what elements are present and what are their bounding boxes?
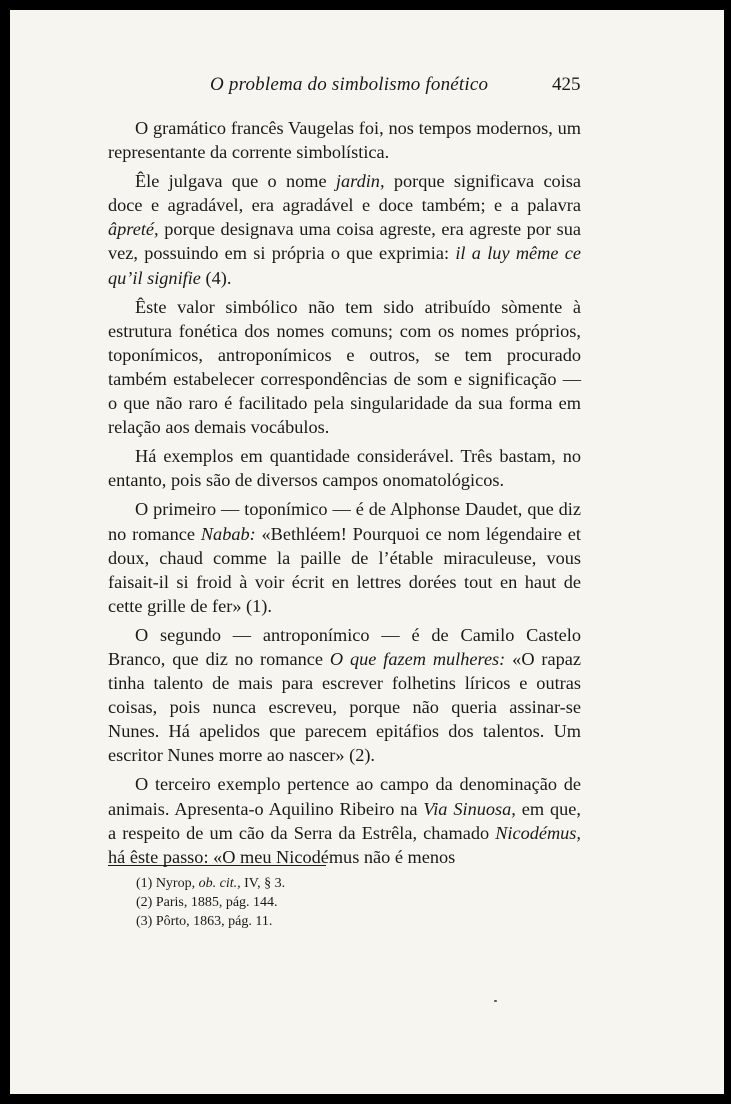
body-text xyxy=(108,116,581,869)
footnotes xyxy=(136,874,576,931)
text-run: O gramático francês Vaugelas foi, nos tempos modernos, um representante da corrente simbolística. xyxy=(108,118,581,163)
footnote xyxy=(136,874,576,893)
text-run: (1) Nyrop, xyxy=(136,876,199,891)
book-page xyxy=(10,10,724,1094)
text-run: há êste passo: «O meu Nicodémus não é menos xyxy=(108,846,456,867)
text-run: O primeiro — toponímico — é de Alphonse Daudet, que diz no romance xyxy=(108,499,581,544)
paragraph xyxy=(108,444,581,492)
text-run: IV, § 3. xyxy=(240,876,286,891)
italic-text: âpreté, xyxy=(108,219,159,240)
text-run: Há exemplos em quantidade considerável. Três bastam, no entanto, pois são de diversos campos onomatológicos. xyxy=(108,446,581,491)
paragraph xyxy=(108,497,581,617)
text-run: em que, a respeito de um cão da Serra da Estrêla, chamado xyxy=(108,798,581,843)
text-run: Êste valor simbólico não tem sido atribuído sòmente à estrutura fonética dos nomes comuns; com os nomes próprios, toponímicos, antroponímicos e outros, se tem procurado também estabelecer correspondências de som e significação — o que não raro é facilitado pela singularidade da sua forma em relação aos demais vocábulos. xyxy=(108,296,581,438)
text-run: «Bethléem! Pourquoi ce nom légendaire et doux, chaud comme la paille de l’étable miraculeuse, vous faisait-il si froid à voir écrit en lettres dorées tout en haut de cette grille de fer» (1). xyxy=(108,523,581,616)
paragraph xyxy=(108,295,581,440)
text-run: porque significava coisa doce e agradável, era agradável e doce também; e a palavra xyxy=(108,171,582,216)
italic-text: ob. cit., xyxy=(198,876,241,891)
text-run: porque designava uma coisa agreste, era agreste por sua vez, possuindo em si própria o que exprimia: xyxy=(108,219,581,264)
text-run: O terceiro exemplo pertence ao campo da denominação de animais. Apresenta-o Aquilino Ribeiro na xyxy=(108,774,581,819)
page-header xyxy=(10,74,724,102)
italic-text: O que fazem mulheres: xyxy=(329,648,506,669)
paper-speck xyxy=(494,1000,497,1002)
footnote xyxy=(136,893,576,912)
paragraph xyxy=(108,623,581,768)
italic-text: il a luy même ce qu’il signifie xyxy=(108,243,582,288)
paragraph xyxy=(108,169,581,289)
italic-text: Nabab: xyxy=(200,523,256,544)
italic-text: Via Sinuosa, xyxy=(423,798,516,819)
text-run: Êle julgava que o nome xyxy=(135,171,336,192)
text-run: (3) Pôrto, 1863, pág. 11. xyxy=(136,914,273,929)
italic-text: Nicodémus, xyxy=(495,822,581,843)
italic-text: jardin, xyxy=(335,171,385,192)
footnote-divider xyxy=(108,865,326,866)
text-run: O segundo — antroponímico — é de Camilo Castelo Branco, que diz no romance xyxy=(108,624,581,669)
running-title: O problema do simbolismo fonético xyxy=(210,74,489,95)
text-run: (4). xyxy=(200,267,232,288)
footnote xyxy=(136,912,576,931)
text-run: «O rapaz tinha talento de mais para escrever folhetins líricos e outras coisas, pois nunca escreveu, porque não queria assinar-se Nunes. Há apelidos que parecem epitáfios dos talentos. Um escritor Nunes morre ao nascer» (2). xyxy=(108,648,581,766)
paragraph xyxy=(108,116,581,164)
paragraph xyxy=(108,772,581,868)
page-number: 425 xyxy=(552,74,581,95)
text-run: (2) Paris, 1885, pág. 144. xyxy=(136,895,278,910)
